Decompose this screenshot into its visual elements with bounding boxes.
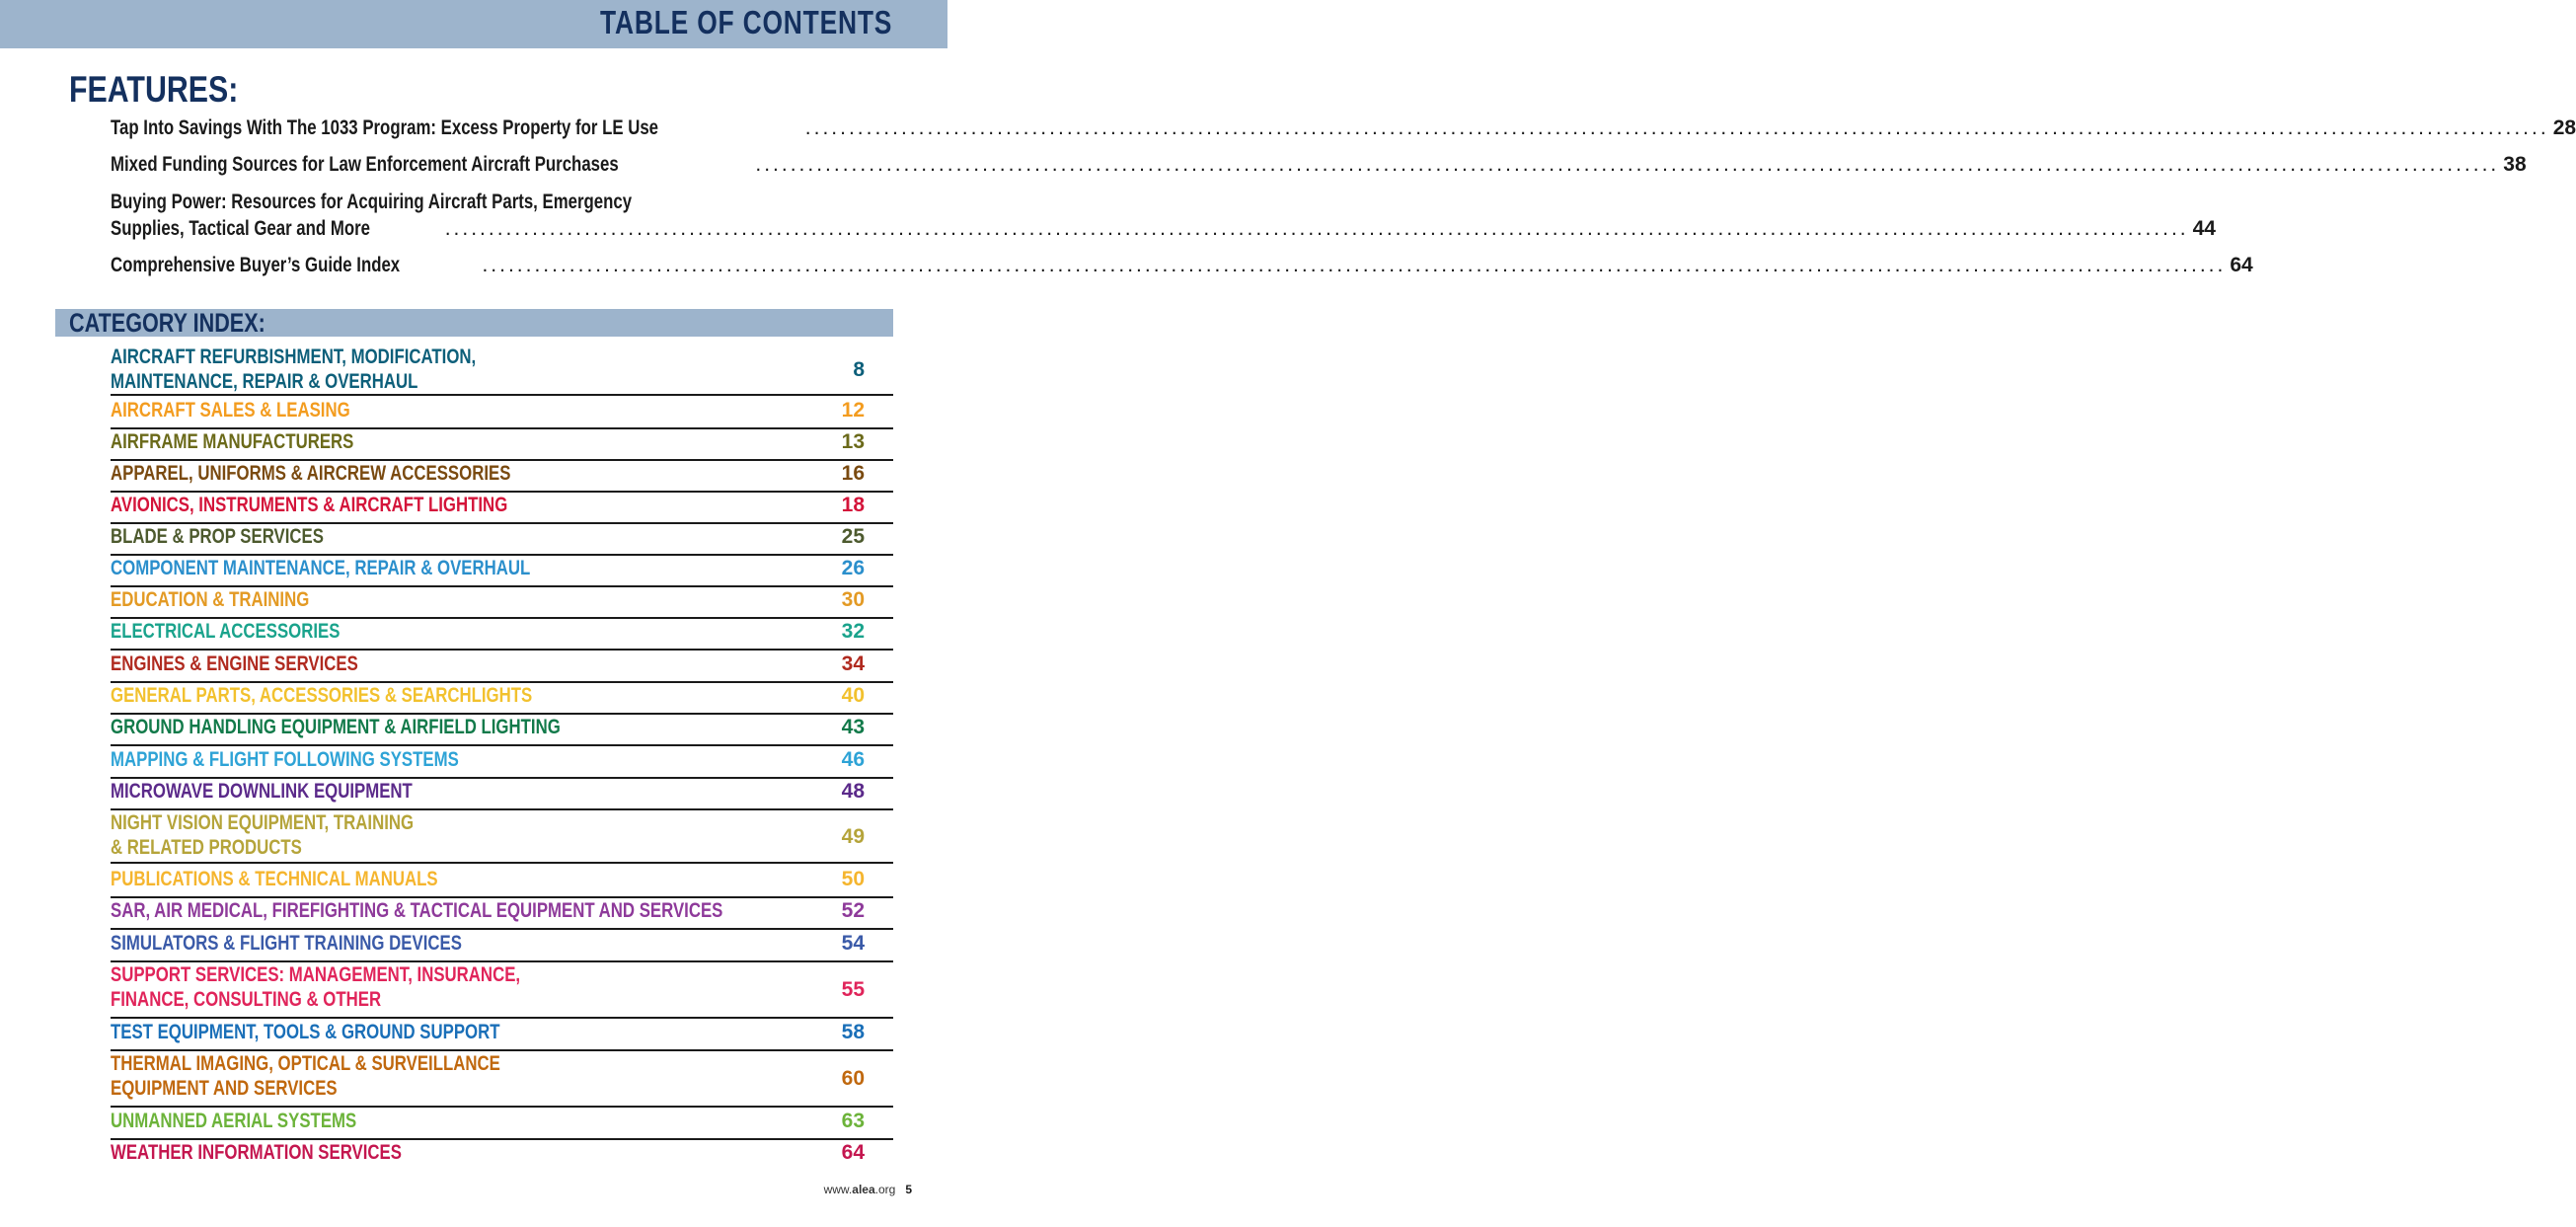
- category-name: [111, 493, 507, 517]
- category-page: 52: [841, 899, 865, 922]
- category-row: [111, 652, 893, 683]
- category-name: [111, 683, 532, 708]
- category-page: 60: [841, 1067, 865, 1090]
- category-name: [111, 962, 520, 1012]
- category-name: [111, 867, 438, 891]
- feature-page: 64: [2230, 254, 2253, 276]
- category-row: [111, 1140, 893, 1172]
- category-row: [111, 429, 893, 461]
- category-name-line: THERMAL IMAGING, OPTICAL & SURVEILLANCE: [111, 1052, 500, 1075]
- feature-item: [111, 254, 2253, 280]
- category-page: 54: [841, 932, 865, 955]
- category-page: 50: [841, 868, 865, 890]
- category-row: [111, 867, 893, 898]
- category-name: [111, 345, 476, 394]
- category-index-bar: [55, 309, 893, 337]
- category-row: [111, 810, 893, 864]
- category-name-line: MICROWAVE DOWNLINK EQUIPMENT: [111, 780, 413, 803]
- footer-page-number: 5: [905, 1183, 912, 1196]
- category-row: [111, 1051, 893, 1108]
- category-name: [111, 619, 340, 644]
- feature-page: 44: [2192, 217, 2216, 240]
- category-row: [111, 524, 893, 556]
- category-name-line: SIMULATORS & FLIGHT TRAINING DEVICES: [111, 932, 462, 955]
- category-name-line: AIRCRAFT REFURBISHMENT, MODIFICATION,: [111, 345, 477, 368]
- category-page: 40: [841, 684, 865, 707]
- feature-title: Buying Power: Resources for Acquiring Aircraft Parts, Emergency: [111, 191, 633, 213]
- category-name-line: GROUND HANDLING EQUIPMENT & AIRFIELD LIGHTING: [111, 716, 561, 738]
- category-name-line: APPAREL, UNIFORMS & AIRCREW ACCESSORIES: [111, 462, 511, 485]
- category-name-line: PUBLICATIONS & TECHNICAL MANUALS: [111, 868, 438, 890]
- category-name: [111, 779, 413, 804]
- category-page: 49: [841, 825, 865, 848]
- category-page: 55: [841, 978, 865, 1001]
- category-name: [111, 931, 462, 956]
- category-name-line: SAR, AIR MEDICAL, FIREFIGHTING & TACTICAL EQUIPMENT AND SERVICES: [111, 899, 723, 922]
- category-name-line: ENGINES & ENGINE SERVICES: [111, 652, 358, 675]
- category-page: 13: [841, 430, 865, 453]
- category-row: [111, 715, 893, 746]
- category-page: 64: [841, 1141, 865, 1164]
- category-row: [111, 779, 893, 810]
- category-row: [111, 747, 893, 779]
- category-page: 34: [841, 652, 865, 675]
- category-name-line: & RELATED PRODUCTS: [111, 836, 302, 859]
- category-page: 30: [841, 588, 865, 611]
- category-name-line: TEST EQUIPMENT, TOOLS & GROUND SUPPORT: [111, 1021, 500, 1043]
- feature-page: 28: [2552, 116, 2576, 139]
- category-name-line: AVIONICS, INSTRUMENTS & AIRCRAFT LIGHTING: [111, 494, 508, 516]
- category-page: 46: [841, 748, 865, 771]
- category-row: [111, 556, 893, 587]
- category-name: [111, 1020, 500, 1044]
- feature-page: 38: [2503, 153, 2527, 176]
- category-page: 16: [841, 462, 865, 485]
- category-page: 25: [841, 525, 865, 548]
- category-name-line: GENERAL PARTS, ACCESSORIES & SEARCHLIGHTS: [111, 684, 533, 707]
- footer-url-prefix: www.: [823, 1183, 853, 1196]
- category-index-heading: CATEGORY INDEX:: [69, 308, 265, 338]
- feature-item: [111, 116, 2576, 143]
- category-name-line: EQUIPMENT AND SERVICES: [111, 1077, 338, 1100]
- page-title: TABLE OF CONTENTS: [599, 4, 892, 40]
- category-name: [111, 1109, 356, 1133]
- category-page: 43: [841, 716, 865, 738]
- category-row: [111, 619, 893, 651]
- category-name: [111, 1051, 500, 1101]
- features-heading: FEATURES:: [69, 69, 239, 110]
- category-name: [111, 715, 561, 739]
- category-name-line: AIRCRAFT SALES & LEASING: [111, 399, 350, 422]
- category-row: [111, 587, 893, 619]
- header-bar: [0, 0, 947, 48]
- category-name: [111, 429, 353, 454]
- category-name: [111, 556, 530, 580]
- category-name-line: MAPPING & FLIGHT FOLLOWING SYSTEMS: [111, 748, 459, 771]
- category-name-line: ELECTRICAL ACCESSORIES: [111, 620, 341, 643]
- category-name: [111, 461, 510, 486]
- category-name-line: EDUCATION & TRAINING: [111, 588, 310, 611]
- category-page: 8: [853, 358, 865, 381]
- category-row: [111, 398, 893, 429]
- category-name-line: BLADE & PROP SERVICES: [111, 525, 324, 548]
- leader-dots: ........................................................................................................................................................................................................: [444, 217, 2189, 240]
- category-name: [111, 810, 414, 860]
- category-row: [111, 962, 893, 1019]
- category-row: [111, 898, 893, 930]
- feature-title: Mixed Funding Sources for Law Enforcement Aircraft Purchases: [111, 153, 619, 176]
- category-name-line: FINANCE, CONSULTING & OTHER: [111, 988, 382, 1011]
- category-page: 18: [841, 494, 865, 516]
- category-name-line: SUPPORT SERVICES: MANAGEMENT, INSURANCE,: [111, 963, 521, 986]
- category-row: [111, 683, 893, 715]
- footer: [824, 1183, 912, 1196]
- category-page: 48: [841, 780, 865, 803]
- leader-dots: ........................................................................................................................................................................................................: [804, 116, 2549, 139]
- category-page: 26: [841, 557, 865, 579]
- category-row: [111, 493, 893, 524]
- category-name-line: COMPONENT MAINTENANCE, REPAIR & OVERHAUL: [111, 557, 531, 579]
- feature-title: Tap Into Savings With The 1033 Program: Excess Property for LE Use: [111, 116, 659, 139]
- category-name-line: MAINTENANCE, REPAIR & OVERHAUL: [111, 370, 418, 393]
- footer-url-suffix: .org: [874, 1183, 896, 1196]
- category-name-line: NIGHT VISION EQUIPMENT, TRAINING: [111, 811, 415, 834]
- category-name: [111, 524, 324, 549]
- category-name: [111, 652, 358, 676]
- category-name: [111, 587, 309, 612]
- feature-title: Supplies, Tactical Gear and More: [111, 217, 370, 240]
- category-row: [111, 345, 893, 396]
- category-page: 58: [841, 1021, 865, 1043]
- category-page: 32: [841, 620, 865, 643]
- leader-dots: ........................................................................................................................................................................................................: [482, 254, 2227, 276]
- category-name-line: WEATHER INFORMATION SERVICES: [111, 1141, 402, 1164]
- feature-item: [111, 191, 2216, 244]
- category-name: [111, 398, 350, 422]
- category-page: 12: [841, 399, 865, 422]
- leader-dots: ........................................................................................................................................................................................................: [755, 153, 2500, 176]
- category-name: [111, 747, 459, 772]
- category-name: [111, 1140, 402, 1165]
- feature-item: [111, 153, 2527, 180]
- category-name: [111, 898, 722, 923]
- category-row: [111, 461, 893, 493]
- category-row: [111, 1109, 893, 1140]
- footer-url-domain: alea: [852, 1183, 875, 1196]
- category-name-line: AIRFRAME MANUFACTURERS: [111, 430, 354, 453]
- category-row: [111, 1020, 893, 1051]
- category-row: [111, 931, 893, 962]
- category-name-line: UNMANNED AERIAL SYSTEMS: [111, 1110, 357, 1132]
- feature-title: Comprehensive Buyer’s Guide Index: [111, 254, 401, 276]
- category-page: 63: [841, 1110, 865, 1132]
